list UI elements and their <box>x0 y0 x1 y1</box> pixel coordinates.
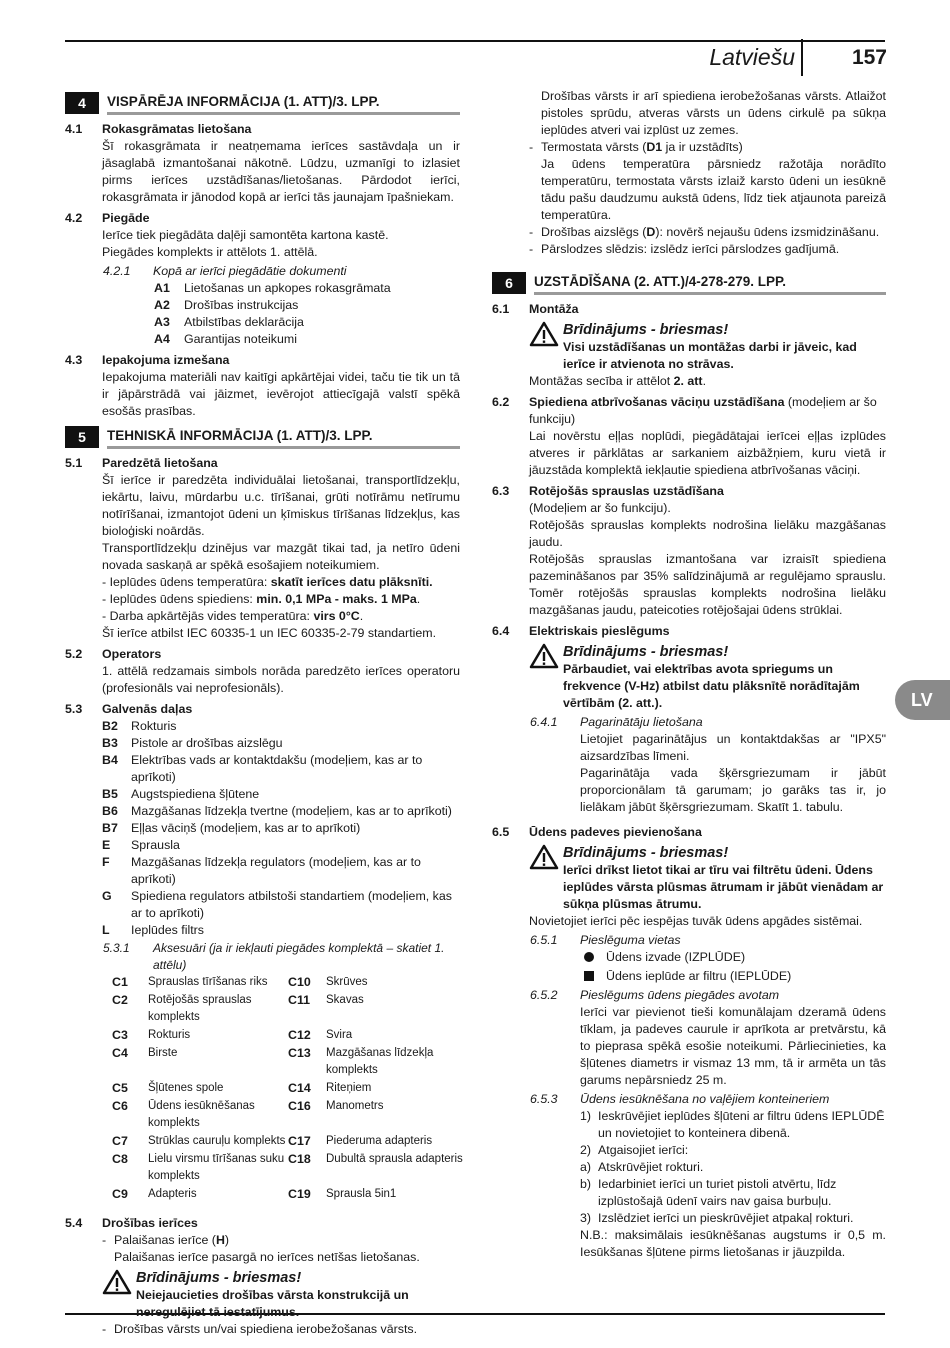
warning-text: Visi uzstādīšanas un montāžas darbi ir jāveic, kad ierīce ir atvienota no strāvas. <box>563 340 857 371</box>
subsection-note: (modeļiem ar šo funkciju) <box>529 395 877 426</box>
step-number: a) <box>580 1160 592 1174</box>
accessory-name: Skavas <box>326 994 364 1006</box>
section-6-header <box>492 272 886 294</box>
paragraph: Ja ūdens temperatūra pārsniedz ražotāja norādīto temperatūru, termostata vārsts izlaiž karsto ūdeni un iesūknē tādu pašu daudzumu aukstā ūdens, līdz tiek atjaunota pareizā temperatūra. <box>541 157 886 222</box>
accessory-code: C9 <box>112 1187 128 1201</box>
list-item <box>102 718 460 735</box>
spec-label: - Darba apkārtējās vides temperatūra: <box>102 609 314 623</box>
item-text: Termostata vārsts ( <box>541 140 647 154</box>
subsubsection-number: 5.3.1 <box>103 941 130 955</box>
item-text: Lietošanas un apkopes rokasgrāmata <box>184 281 391 295</box>
text: . <box>702 374 707 388</box>
subsubsection-title: Aksesuāri (ja ir iekļauti piegādes komplektā – skatiet 1. attēlu) <box>153 941 445 972</box>
paragraph: Lietojiet pagarinātājus un kontaktdakšas ar "IPX5" aizsardzības līmeni. <box>580 732 886 763</box>
accessory-name: Rokturis <box>148 1029 191 1041</box>
subsection-title: Paredzētā lietošana <box>102 456 218 470</box>
accessory-code: C19 <box>288 1187 311 1201</box>
section-number: 4 <box>65 92 99 114</box>
item-text: Mazgāšanas līdzekļa tvertne (modeļiem, kas ar to aprīkoti) <box>131 804 452 818</box>
warning-icon <box>102 1269 132 1295</box>
header-language: Latviešu <box>709 44 795 70</box>
accessory-code: C7 <box>112 1134 128 1148</box>
warning-title: Brīdinājums - briesmas! <box>563 644 729 660</box>
paragraph: Iepakojuma materiāli nav kaitīgi apkārtējai videi, taču tie tik un tā ir jāpārstrādā vai jāizmet, ievērojot attiecīgajā valstī spēkā esošās prasības. <box>102 370 460 418</box>
square-bullet-icon <box>584 971 594 981</box>
warning-title: Brīdinājums - briesmas! <box>563 322 729 338</box>
subsection-title: Elektriskais pieslēgums <box>529 624 670 638</box>
subsubsection-title: Pieslēgums ūdens piegādes avotam <box>580 988 780 1002</box>
item-text: Augstspiediena šļūtene <box>131 787 260 801</box>
subsubsection-number: 6.5.3 <box>530 1092 558 1106</box>
accessory-name: Mazgāšanas līdzekļa komplekts <box>326 1047 434 1076</box>
subsubsection-number: 6.4.1 <box>530 715 558 729</box>
list-item <box>102 837 460 854</box>
subsection-number: 5.2 <box>65 647 83 661</box>
accessories-table <box>112 974 463 1203</box>
warning-icon <box>529 844 559 870</box>
accessory-name: Strūklas cauruļu komplekts <box>148 1135 286 1147</box>
subsection-number: 4.3 <box>65 353 83 367</box>
step-text: Ieskrūvējiet ieplūdes šļūteni ar filtru ūdens IEPLŪDĒ un novietojiet to konteinera dibenā. <box>598 1109 885 1140</box>
section-5-header <box>65 426 460 448</box>
subsubsection-number: 6.5.2 <box>530 988 558 1002</box>
subsection-number: 5.4 <box>65 1216 83 1230</box>
list-item <box>102 752 460 786</box>
subsection-number: 4.1 <box>65 122 83 136</box>
item-text: Palaišanas ierīce ( <box>114 1233 216 1247</box>
item-text: Pistole ar drošības aizslēgu <box>131 736 283 750</box>
subsubsection-title: Pagarinātāju lietošana <box>580 715 703 729</box>
step-number: 3) <box>580 1211 592 1225</box>
list-item <box>102 888 460 922</box>
accessory-code: C5 <box>112 1081 128 1095</box>
subsection-number: 5.1 <box>65 456 83 470</box>
subsection-number: 6.3 <box>492 484 510 498</box>
step-text: Iedarbiniet ierīci un turiet pistoli atvērtu, līdz izplūstošajā ūdenī vairs nav gaisa burbuļu. <box>598 1177 837 1208</box>
left-column <box>65 88 463 1338</box>
spec-label: - Ieplūdes ūdens spiediens: <box>102 592 257 606</box>
accessory-code: C4 <box>112 1046 128 1060</box>
step-text: Izslēdziet ierīci un pieskrūvējiet atpakaļ rokturi. <box>598 1211 854 1225</box>
accessory-code: C1 <box>112 975 128 989</box>
paragraph: Šī ierīce ir paredzēta individuālai lietošanai, transportlīdzekļu, iekārtu, laivu, mūrdarbu u.c. tīrīšanai, grūti notīrāmu netīrumu notīrīšanai, izmantojot ūdeni un ķīmiskus tīrīšanas līdzekļus, kas bioloģiski noārdās. <box>102 473 460 538</box>
warning-block <box>529 844 886 913</box>
item-text: Mazgāšanas līdzekļa regulators (modeļiem, kas ar to aprīkoti) <box>131 855 421 886</box>
spec-line: - Darba apkārtējās vides temperatūra: virs 0°C. <box>102 609 364 623</box>
accessory-code: C17 <box>288 1134 311 1148</box>
step-item <box>580 1159 886 1176</box>
subsection-number: 5.3 <box>65 702 83 716</box>
subsubsection-title: Kopā ar ierīci piegādātie dokumenti <box>153 264 347 278</box>
paragraph: Šī ierīce atbilst IEC 60335-1 un IEC 60335-2-79 standartiem. <box>102 626 437 640</box>
warning-icon <box>529 321 559 347</box>
page-number: 157 <box>851 46 887 69</box>
list-item <box>102 854 460 888</box>
accessory-name: Adapteris <box>148 1188 197 1200</box>
item-code: G <box>102 889 112 903</box>
accessory-name: Skrūves <box>326 976 368 988</box>
accessory-name: Ūdens iesūknēšanas komplekts <box>148 1100 255 1129</box>
subsection-number: 6.2 <box>492 395 510 409</box>
paragraph: (Modeļiem ar šo funkciju). <box>529 501 671 515</box>
step-item <box>580 1142 886 1159</box>
paragraph: Lai novērstu eļļas noplūdi, piegādātajai ierīcei eļļas izplūdes atveres ir pārklātas ar sarkaniem aizbāžņiem, kuru vietā ir jāuzstāda komplektā iekļautie spiediena atbrīvošanas vāciņi. <box>529 429 886 477</box>
subsubsection-6-5-2 <box>530 987 886 1004</box>
item-text: Pārslodzes slēdzis: izslēdz ierīci pārslodzes gadījumā. <box>541 242 840 256</box>
paragraph: N.B.: maksimālais iesūknēšanas augstums ir 0,5 m. Iesūkšanas šļūtene pirms lietošanas ir jāuzpilda. <box>580 1228 886 1259</box>
item-code: H <box>215 1233 225 1247</box>
item-code: A2 <box>154 298 170 312</box>
right-column <box>492 88 886 1261</box>
subsubsection-number: 4.2.1 <box>103 264 131 278</box>
accessory-code: C14 <box>288 1081 311 1095</box>
paragraph: Palaišanas ierīce pasargā no ierīces netīšas lietošanas. <box>114 1250 420 1264</box>
accessory-code: C8 <box>112 1152 128 1166</box>
step-number: 1) <box>580 1109 592 1123</box>
section-number: 5 <box>65 426 99 448</box>
accessory-name: Sprausla 5in1 <box>326 1188 397 1200</box>
subsubsection-title: Pieslēguma vietas <box>580 933 681 947</box>
accessory-code: C6 <box>112 1099 128 1113</box>
spec-value: skatīt ierīces datu plāksnīti. <box>270 575 433 589</box>
item-code: A4 <box>154 332 170 346</box>
list-item <box>154 280 460 297</box>
circle-bullet-icon <box>584 952 594 962</box>
text: Montāžas secība ir attēlot <box>529 374 674 388</box>
parts-list <box>65 718 460 939</box>
subsection-6-2 <box>492 394 886 428</box>
spec-value: virs 0°C <box>313 609 360 623</box>
accessory-name: Rotējošās sprauslas komplekts <box>148 994 252 1023</box>
item-code: D1 <box>646 140 663 154</box>
section-4-header <box>65 92 460 114</box>
subsection-title: Rotējošās sprauslas uzstādīšana <box>529 484 724 498</box>
section-number: 6 <box>492 272 526 294</box>
list-item <box>102 803 460 820</box>
list-item <box>154 314 460 331</box>
subsection-number: 6.4 <box>492 624 510 638</box>
item-code: L <box>102 923 110 937</box>
subsection-title: Galvenās daļas <box>102 702 193 716</box>
list-item <box>154 297 460 314</box>
list-item <box>584 968 886 985</box>
subsection-number: 4.2 <box>65 211 83 225</box>
warning-text: Neiejaucieties drošības vārsta konstrukcijā un neregulējiet tā iestatījumus. <box>136 1288 409 1319</box>
subsection-4-2 <box>65 210 460 227</box>
paragraph: Novietojiet ierīci pēc iespējas tuvāk ūdens apgādes sistēmai. <box>529 914 863 928</box>
list-item <box>102 735 460 752</box>
accessory-name: Birste <box>148 1047 178 1059</box>
item-code: B7 <box>102 821 118 835</box>
item-text: Drošības vārsts un/vai spiediena ierobežošanas vārsts. <box>114 1322 418 1336</box>
subsection-5-3 <box>65 701 460 718</box>
warning-text: Pārbaudiet, vai elektrības avota spriegums un frekvence (V-Hz) atbilst datu plāksnītē norādītajām vērtībām (2. att.). <box>563 662 860 710</box>
subsubsection-title: Ūdens iesūknēšana no vaļējiem konteineriem <box>580 1092 830 1106</box>
paragraph: Rotējošās sprauslas izmantošana var izraisīt spiediena pazemināšanos par 35% salīdzinājumā ar regulējamo sprauslu. Tomēr rotējošās sprauslas komplekts nodrošina lielāku mazgāšanas jaudu, pateicoties rotējošajai ūdens strūklai. <box>529 552 886 617</box>
spec-label: - Ieplūdes ūdens temperatūra: <box>102 575 271 589</box>
item-text: Drošības instrukcijas <box>184 298 299 312</box>
subsection-number: 6.5 <box>492 825 510 839</box>
accessory-name: Manometrs <box>326 1100 384 1112</box>
item-code: B5 <box>102 787 118 801</box>
subsection-6-1 <box>492 301 886 318</box>
paragraph: Drošības vārsts ir arī spiediena ierobežošanas vārsts. Atlaižot pistoles sprūdu, atveras vārsts un ūdens cirkulē pa sūkņa ieplūdes atveri vai izplūst uz zemes. <box>541 89 886 137</box>
spec-value: min. 0,1 MPa - maks. 1 MPa <box>256 592 417 606</box>
paragraph: 1. attēlā redzamais simbols norāda paredzēto ierīces operatoru (profesionāls vai neprofesionāls). <box>102 664 460 695</box>
warning-icon <box>529 643 559 669</box>
warning-header <box>529 321 886 373</box>
subsection-title: Iepakojuma izmešana <box>102 353 230 367</box>
subsection-4-1 <box>65 121 460 138</box>
paragraph: Pagarinātāja vada šķērsgriezumam ir jābūt proporcionālam tā garumam; jo garāks tas ir, jo lielākam jābūt šķērsgriezumam. Skatīt 1. tabulu. <box>580 766 886 814</box>
accessory-code: C11 <box>288 993 311 1007</box>
accessory-name: Riteņiem <box>326 1082 372 1094</box>
warning-text: Ierīci drīkst lietot tikai ar tīru vai filtrētu ūdeni. Ūdens ieplūdes vārsta plūsmas ātrumam ir jābūt vienādam ar sūkņa plūsmas ātrumu. <box>563 863 884 911</box>
figure-ref: 2. att <box>673 374 703 388</box>
warning-block <box>529 643 886 712</box>
item-text: Drošības aizslēgs ( <box>541 225 647 239</box>
subsection-title: Rokasgrāmatas lietošana <box>102 122 252 136</box>
section-title: TEHNISKĀ INFORMĀCIJA (1. ATT)/3. LPP. <box>107 426 460 449</box>
step-number: b) <box>580 1177 592 1191</box>
accessory-name: Piederuma adapteris <box>326 1135 433 1147</box>
spec-line: - Ieplūdes ūdens spiediens: min. 0,1 MPa - maks. 1 MPa. <box>102 592 421 606</box>
accessory-name: Sprauslas tīrīšanas riks <box>148 976 268 988</box>
subsection-title: Operators <box>102 647 162 661</box>
list-item <box>102 820 460 837</box>
spec-line <box>102 574 460 591</box>
item-code: B6 <box>102 804 118 818</box>
item-code: A1 <box>154 281 170 295</box>
list-item: - Drošības aizslēgs (D): novērš nejaušu ūdens izsmidzināšanu. <box>529 225 880 239</box>
warning-header <box>529 643 886 712</box>
item-text: Eļļas vāciņš (modeļiem, kas ar to aprīkoti) <box>131 821 361 835</box>
header-divider <box>801 39 803 76</box>
accessory-code: C18 <box>288 1152 311 1166</box>
item-text: Sprausla <box>131 838 180 852</box>
list-item <box>584 949 886 966</box>
item-code: E <box>102 838 111 852</box>
item-text: Atbilstības deklarācija <box>184 315 304 329</box>
accessory-code: C2 <box>112 993 128 1007</box>
list-item <box>154 331 460 348</box>
item-text: Garantijas noteikumi <box>184 332 297 346</box>
accessory-code: C16 <box>288 1099 311 1113</box>
item-code: B2 <box>102 719 118 733</box>
subsection-title: Ūdens padeves pievienošana <box>529 825 702 839</box>
subsubsection-6-4-1 <box>530 714 886 731</box>
list-item <box>102 786 460 803</box>
accessory-code: C10 <box>288 975 311 989</box>
step-text: Atgaisojiet ierīci: <box>598 1143 689 1157</box>
list-item: - Palaišanas ierīce (H) <box>102 1233 230 1247</box>
step-item <box>580 1176 886 1210</box>
subsection-title: Montāža <box>529 302 579 316</box>
subsubsection-6-5-1 <box>530 932 886 949</box>
item-code: D <box>646 225 656 239</box>
subsection-5-4 <box>65 1215 460 1232</box>
warning-title: Brīdinājums - briesmas! <box>136 1270 302 1286</box>
list-item: - Pārslodzes slēdzis: izslēdz ierīci pārslodzes gadījumā. <box>529 242 840 256</box>
subsection-number: 6.1 <box>492 302 510 316</box>
section-title: UZSTĀDĪŠANA (2. ATT.)/4-278-279. LPP. <box>534 272 886 295</box>
subsubsection-5-3-1 <box>103 940 460 974</box>
paragraph <box>529 373 886 390</box>
paragraph: Šī rokasgrāmata ir neatņemama ierīces sastāvdaļa un ir jāsaglabā izmantošanai nākotnē. Lūdzu, uzmanīgi to izlasiet pirms ierīces uzstādīšanas/lietošanas. Pārdodot ierīci, rokasgrāmata ir jānodod kopā ar ierīci tās jaunajam īpašniekam. <box>102 139 460 204</box>
item-text: Ūdens izvade (IZPLŪDE) <box>606 950 746 964</box>
subsection-title: Drošības ierīces <box>102 1216 198 1230</box>
accessory-name: Dubultā sprausla adapteris <box>326 1153 463 1165</box>
step-item <box>580 1108 886 1142</box>
list-item: - Drošības vārsts un/vai spiediena ierobežošanas vārsts. <box>102 1322 418 1336</box>
accessory-name: Lielu virsmu tīrīšanas suku komplekts <box>148 1153 285 1182</box>
accessory-name: Svira <box>326 1029 353 1041</box>
item-text: Elektrības vads ar kontaktdakšu (modeļiem, kas ar to aprīkoti) <box>131 753 423 784</box>
warning-header <box>102 1269 460 1321</box>
list-item <box>102 922 460 939</box>
section-title: VISPĀRĒJA INFORMĀCIJA (1. ATT)/3. LPP. <box>107 92 460 115</box>
item-text: ) <box>224 1233 230 1247</box>
steps-list <box>492 1108 886 1227</box>
paragraph: Piegādes komplekts ir attēlots 1. attēlā. <box>102 245 318 259</box>
paragraph: Ierīce tiek piegādāta daļēji samontēta kartona kastē. <box>102 228 389 242</box>
subsection-title: Piegāde <box>102 211 150 225</box>
accessory-code: C13 <box>288 1046 311 1060</box>
list-item: - Termostata vārsts (D1 ja ir uzstādīts) <box>529 140 743 154</box>
item-code: A3 <box>154 315 170 329</box>
subsection-6-4 <box>492 623 886 640</box>
item-text: Spiediena regulators atbilstoši standartiem (modeļiem, kas ar to aprīkoti) <box>131 889 452 920</box>
warning-block <box>529 321 886 373</box>
item-text: Ūdens ieplūde ar filtru (IEPLŪDE) <box>606 969 792 983</box>
step-item <box>580 1210 886 1227</box>
item-code: B4 <box>102 753 118 767</box>
item-code: B3 <box>102 736 118 750</box>
step-text: Atskrūvējiet rokturi. <box>598 1160 704 1174</box>
item-code: F <box>102 855 110 869</box>
warning-block <box>102 1269 460 1321</box>
subsection-5-2 <box>65 646 460 663</box>
subsection-6-3 <box>492 483 886 500</box>
paragraph: Ierīci var pievienot tieši komunālajam dzeramā ūdens tīklam, ja padeves caurule ir aprīkota ar pretvārstu, kā to pieprasa spēkā esošie noteikumi. Pārliecinieties, ka šļūtenes diametrs ir vismaz 13 mm, tā ir armēta un tās garums nepārsniedz 25 m. <box>580 1005 886 1087</box>
step-number: 2) <box>580 1143 592 1157</box>
paragraph: Transportlīdzekļu dzinējus var mazgāt tikai tad, ja netīro ūdeni novada saskaņā ar spēkā esošajiem noteikumiem. <box>102 541 460 572</box>
warning-header <box>529 844 886 913</box>
subsection-6-5 <box>492 824 886 841</box>
paragraph: Rotējošās sprauslas komplekts nodrošina lielāku mazgāšanas jaudu. <box>529 518 886 549</box>
language-tab: LV <box>895 680 950 720</box>
item-text: Ieplūdes filtrs <box>131 923 205 937</box>
item-text: Rokturis <box>131 719 177 733</box>
accessory-name: Šļūtenes spole <box>148 1082 224 1094</box>
subsubsection-6-5-3 <box>530 1091 886 1108</box>
subsubsection-4-2-1 <box>103 263 460 280</box>
subsection-5-1 <box>65 455 460 472</box>
item-text: ): novērš nejaušu ūdens izsmidzināšanu. <box>655 225 880 239</box>
accessory-code: C3 <box>112 1028 128 1042</box>
subsection-title: Spiediena atbrīvošanas vāciņu uzstādīšana <box>529 395 785 409</box>
accessory-code: C12 <box>288 1028 311 1042</box>
item-text: ja ir uzstādīts) <box>662 140 743 154</box>
subsubsection-number: 6.5.1 <box>530 933 558 947</box>
subsection-4-3 <box>65 352 460 369</box>
warning-title: Brīdinājums - briesmas! <box>563 845 729 861</box>
